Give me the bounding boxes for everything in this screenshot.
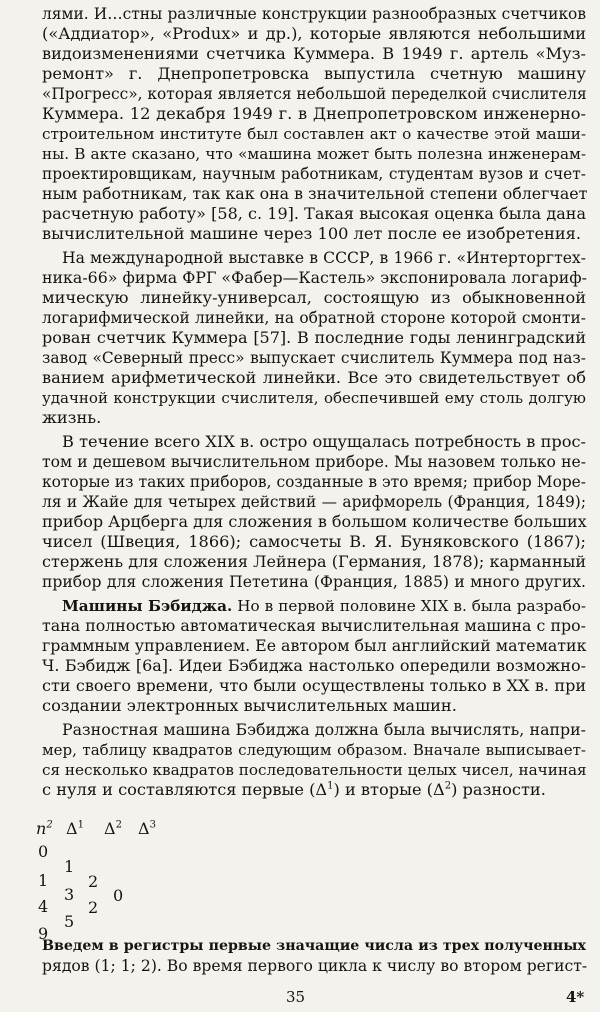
text-line: ны. В акте сказано, что «машина может быть полезна инженерам-	[42, 145, 586, 163]
superscript: 2	[115, 819, 122, 831]
text-line: тана полностью автоматическая вычислительная машина с про-	[42, 616, 586, 635]
text-line: том и дешевом вычислительном приборе. Мы назовем только не-	[42, 453, 586, 471]
text-line: ремонт» г. Днепропетровска выпустила счетную машину	[42, 64, 586, 83]
table-cell-second-diff: 2	[88, 872, 99, 891]
text-line: проектировщикам, научным работникам, студентам вузов и счет-	[42, 165, 586, 183]
text-line: вычислительной машине через 100 лет после ее изобретения.	[42, 224, 581, 243]
header-label: Δ	[138, 819, 150, 838]
superscript: 2	[444, 780, 452, 792]
text-line: стержень для сложения Лейнера (Германия, 1878); карманный	[42, 552, 586, 571]
superscript: 1	[327, 780, 334, 792]
superscript: 3	[149, 819, 156, 831]
text-line: «Прогресс», которая является небольшой переделкой счислителя	[42, 85, 587, 103]
text-line: ся несколько квадратов последовательности целых чисел, начиная	[42, 761, 587, 779]
superscript: 2	[46, 819, 53, 831]
text-line: видоизменениями счетчика Куммера. В 1949 г. артель «Муз-	[42, 44, 586, 63]
text-line: прибор для сложения Пететина (Франция, 1885) и много других.	[42, 573, 586, 591]
text-line: лями. И…стны различные конструкции разнообразных счетчиков	[42, 5, 586, 23]
table-cell-second-diff: 2	[88, 898, 99, 917]
text-run: ) и вторые (Δ	[333, 780, 445, 799]
text-line: мер, таблицу квадратов следующим образом. Вначале выписывает-	[42, 741, 586, 759]
page-number: 35	[286, 988, 306, 1006]
text-line: ным работникам, так как она в значительной степени облегчает	[42, 184, 588, 203]
text-line: Введем в регистры первые значащие числа из трех полученных	[42, 938, 586, 954]
text-line: ника-66» фирма ФРГ «Фабер—Кастель» экспонировала логариф-	[42, 268, 587, 287]
table-cell-first-diff: 5	[64, 912, 75, 931]
table-cell-third-diff: 0	[113, 886, 124, 905]
text-line: логарифмической линейки, на обратной стороне которой смонти-	[42, 309, 586, 327]
text-line: Ч. Бэбидж [6а]. Идеи Бэбиджа настолько опередили возможно-	[42, 656, 586, 675]
text-line: которые из таких приборов, созданные в это время; прибор Море-	[42, 473, 586, 491]
text-line: удачной конструкции счислителя, обеспечившей ему столь долгую	[42, 389, 586, 407]
text-line: расчетную работу» [58, с. 19]. Такая высокая оценка была дана	[42, 204, 586, 223]
text-line: Куммера. 12 декабря 1949 г. в Днепропетровском инженерно-	[42, 104, 586, 123]
table-cell-square: 4	[38, 897, 49, 916]
text-line: строительном институте был составлен акт о качестве этой маши-	[42, 125, 586, 143]
text-run: Но в первой половине XIX в. была разрабо-	[237, 597, 586, 615]
table-cell-square: 9	[38, 924, 49, 943]
table-cell-square: 1	[38, 871, 49, 890]
text-line: («Аддиатор», «Produx» и др.), которые являются небольшими	[42, 24, 586, 43]
text-run: с нуля и составляются первые (Δ	[42, 780, 328, 799]
text-line: ля и Жайе для четырех действий — арифморель (Франция, 1849);	[42, 493, 586, 511]
section-run-in-heading: Машины Бэбиджа.	[62, 597, 233, 615]
header-label: Δ	[66, 819, 78, 838]
text-line: рядов (1; 1; 2). Во время первого цикла к числу во втором регист-	[42, 957, 588, 975]
text-run: ) разности.	[451, 780, 546, 799]
table-cell-first-diff: 1	[64, 857, 75, 876]
text-line: На международной выставке в СССР, в 1966 г. «Интерторгтех-	[62, 249, 586, 267]
text-line: рован счетчик Куммера [57]. В последние годы ленинградский	[42, 328, 586, 347]
header-label: n	[36, 819, 47, 838]
text-line: чисел (Швеция, 1866); самосчеты В. Я. Буняковского (1867);	[42, 532, 586, 551]
text-line: создании электронных вычислительных машин.	[42, 696, 457, 715]
text-line: завод «Северный пресс» выпускает счислитель Куммера под наз-	[42, 349, 586, 367]
text-line: сти своего времени, что были осуществлены только в XX в. при	[42, 676, 586, 695]
text-line: прибор Арцберга для сложения в большом количестве больших	[42, 512, 587, 531]
text-line: В течение всего XIX в. остро ощущалась потребность в прос-	[62, 432, 586, 451]
header-label: Δ	[104, 819, 116, 838]
text-line: граммным управлением. Ее автором был английский математик	[42, 636, 587, 655]
table-cell-first-diff: 3	[64, 885, 75, 904]
superscript: 1	[77, 819, 84, 831]
text-line: мическую линейку-универсал, состоящую из обыкновенной	[42, 288, 586, 307]
table-cell-square: 0	[38, 842, 49, 861]
text-line: ванием арифметической линейки. Все это свидетельствует об	[42, 368, 586, 387]
text-line: Разностная машина Бэбиджа должна была вычислять, напри-	[62, 720, 586, 739]
text-line: жизнь.	[42, 408, 102, 427]
signature-mark: 4*	[566, 988, 585, 1006]
